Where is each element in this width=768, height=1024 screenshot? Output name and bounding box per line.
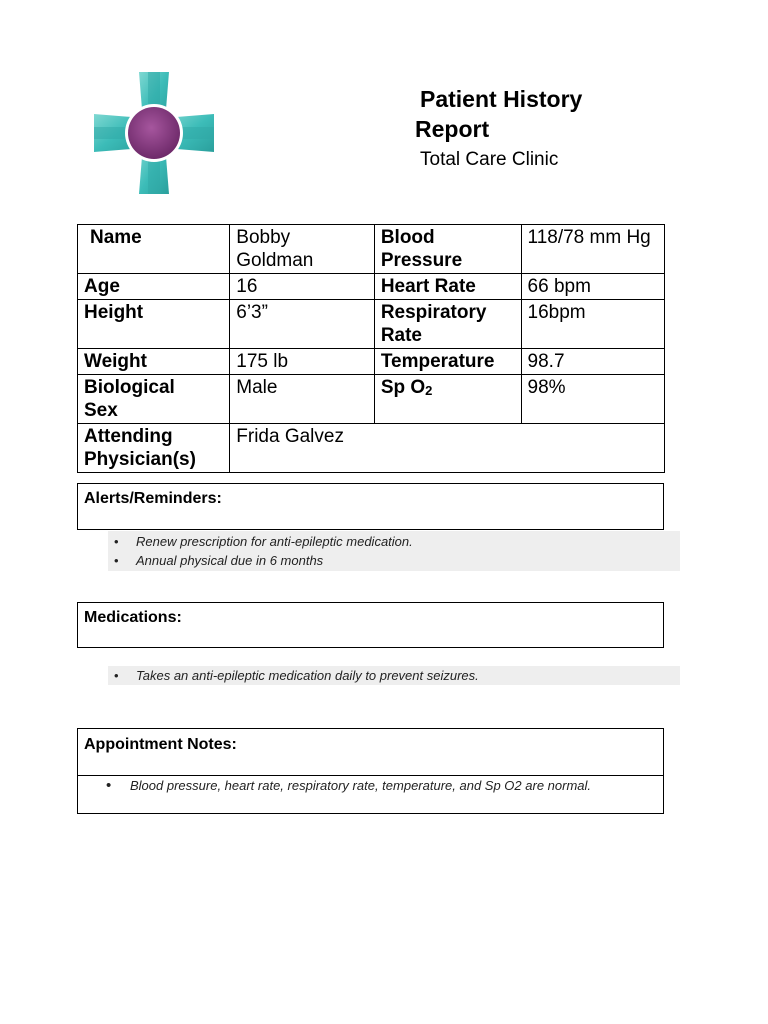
respiratory-rate-value: 16bpm xyxy=(521,300,664,349)
name-value: Bobby Goldman xyxy=(230,225,375,274)
appointment-notes-box xyxy=(77,728,664,814)
alerts-box xyxy=(77,483,664,530)
table-row xyxy=(78,375,665,424)
table-row xyxy=(78,424,665,473)
clinic-logo-icon xyxy=(92,70,216,196)
report-header xyxy=(415,84,715,172)
attending-physician-label: Attending Physician(s) xyxy=(78,424,230,473)
weight-value: 175 lb xyxy=(230,349,375,375)
appointment-notes-title: Appointment Notes: xyxy=(78,729,663,776)
heart-rate-value: 66 bpm xyxy=(521,274,664,300)
list-item: • Takes an anti-epileptic medication daily to prevent seizures. xyxy=(108,666,680,685)
alerts-list xyxy=(108,531,680,571)
biological-sex-label: Biological Sex xyxy=(78,375,230,424)
patient-info-table xyxy=(77,224,665,473)
list-item: • Annual physical due in 6 months xyxy=(108,551,680,570)
list-item: • Renew prescription for anti-epileptic medication. xyxy=(108,532,680,551)
blood-pressure-label: Blood Pressure xyxy=(374,225,521,274)
biological-sex-value: Male xyxy=(230,375,375,424)
weight-label: Weight xyxy=(78,349,230,375)
spo2-label: Sp O2 xyxy=(374,375,521,424)
table-row xyxy=(78,300,665,349)
temperature-label: Temperature xyxy=(374,349,521,375)
blood-pressure-value: 118/78 mm Hg xyxy=(521,225,664,274)
temperature-value: 98.7 xyxy=(521,349,664,375)
medications-box xyxy=(77,602,664,648)
height-value: 6’3” xyxy=(230,300,375,349)
clinic-name: Total Care Clinic xyxy=(420,149,559,170)
spo2-value: 98% xyxy=(521,375,664,424)
appointment-note: • Blood pressure, heart rate, respiratory rate, temperature, and Sp O2 are normal. xyxy=(78,776,663,795)
table-row xyxy=(78,349,665,375)
medications-list xyxy=(108,666,680,685)
report-title-line1: Patient History xyxy=(420,86,583,112)
report-title-line2: Report xyxy=(415,116,490,142)
age-label: Age xyxy=(78,274,230,300)
age-value: 16 xyxy=(230,274,375,300)
heart-rate-label: Heart Rate xyxy=(374,274,521,300)
table-row xyxy=(78,225,665,274)
respiratory-rate-label: Respiratory Rate xyxy=(374,300,521,349)
medications-title: Medications: xyxy=(84,609,182,626)
height-label: Height xyxy=(78,300,230,349)
attending-physician-value: Frida Galvez xyxy=(230,424,665,473)
name-label: Name xyxy=(78,225,230,274)
alerts-title: Alerts/Reminders: xyxy=(84,490,222,507)
table-row xyxy=(78,274,665,300)
